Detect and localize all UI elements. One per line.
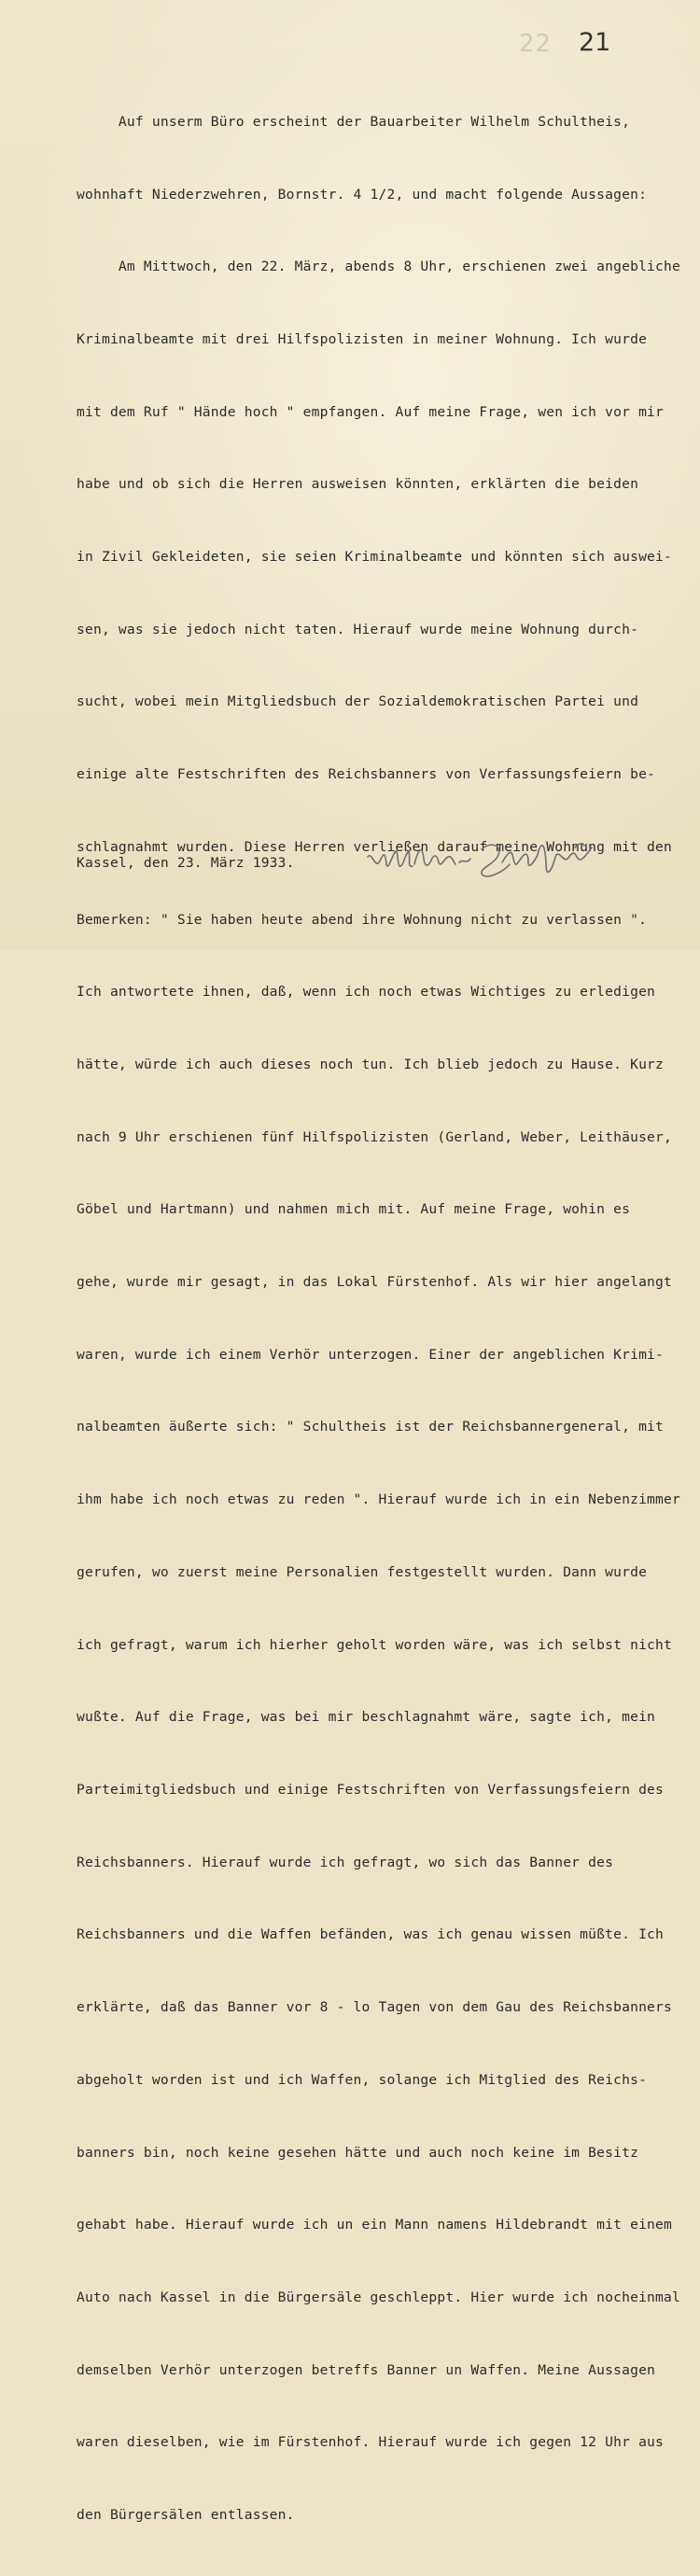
text-line: erklärte, daß das Banner vor 8 - lo Tagen von dem Gau des Reichsbanners bbox=[77, 1999, 673, 2016]
text-line: hätte, würde ich auch dieses noch tun. Ich blieb jedoch zu Hause. Kurz bbox=[77, 1056, 665, 1072]
text-line: wohnhaft Niederzwehren, Bornstr. 4 1/2, und macht folgende Aussagen: bbox=[77, 186, 648, 203]
text-line: ich gefragt, warum ich hierher geholt worden wäre, was ich selbst nicht bbox=[77, 1636, 673, 1653]
handwritten-signature bbox=[362, 831, 605, 887]
text-line: waren, wurde ich einem Verhör unterzogen. Einer der angeblichen Krimi- bbox=[77, 1346, 665, 1363]
text-line: gerufen, wo zuerst meine Personalien festgestellt wurden. Dann wurde bbox=[77, 1563, 648, 1580]
text-line: demselben Verhör unterzogen betreffs Banner un Waffen. Meine Aussagen bbox=[77, 2361, 656, 2378]
text-line: nach 9 Uhr erschienen fünf Hilfspolizisten (Gerland, Weber, Leithäuser, bbox=[77, 1128, 673, 1145]
text-line: Ich antwortete ihnen, daß, wenn ich noch etwas Wichtiges zu erledigen bbox=[77, 984, 656, 1001]
text-line: Bemerken: " Sie haben heute abend ihre Wohnung nicht zu verlassen ". bbox=[77, 911, 648, 928]
text-line: den Bürgersälen entlassen. bbox=[77, 2507, 295, 2524]
text-line: habe und ob sich die Herren ausweisen könnten, erklärten die beiden bbox=[77, 476, 639, 493]
text-line: Reichsbanners. Hierauf wurde ich gefragt, wo sich das Banner des bbox=[77, 1854, 614, 1870]
text-line: sen, was sie jedoch nicht taten. Hierauf wurde meine Wohnung durch- bbox=[77, 621, 639, 637]
text-line: wußte. Auf die Frage, was bei mir beschlagnahmt wäre, sagte ich, mein bbox=[77, 1709, 656, 1726]
text-line: Kriminalbeamte mit drei Hilfspolizisten in meiner Wohnung. Ich wurde bbox=[77, 330, 648, 347]
text-line: gehe, wurde mir gesagt, in das Lokal Fürstenhof. Als wir hier angelangt bbox=[77, 1274, 673, 1291]
faint-stamp-number: 22 bbox=[519, 30, 553, 58]
text-line: gehabt habe. Hierauf wurde ich un ein Mann namens Hildebrandt mit einem bbox=[77, 2217, 673, 2233]
text-line: in Zivil Gekleideten, sie seien Kriminalbeamte und könnten sich auswei- bbox=[77, 549, 673, 566]
text-line: Auto nach Kassel in die Bürgersäle geschleppt. Hier wurde ich nocheinmal bbox=[77, 2289, 681, 2305]
text-line: abgeholt worden ist und ich Waffen, solange ich Mitglied des Reichs- bbox=[77, 2071, 648, 2088]
text-line: mit dem Ruf " Hände hoch " empfangen. Auf meine Frage, wen ich vor mir bbox=[77, 403, 665, 420]
statement-text bbox=[77, 62, 693, 2576]
text-line: nalbeamten äußerte sich: " Schultheis ist der Reichsbannergeneral, mit bbox=[77, 1419, 665, 1435]
text-line: Auf unserm Büro erscheint der Bauarbeiter Wilhelm Schultheis, bbox=[77, 113, 631, 130]
text-line: Am Mittwoch, den 22. März, abends 8 Uhr, erschienen zwei angebliche bbox=[77, 259, 681, 275]
text-line: schlagnahmt wurden. Diese Herren verließen darauf meine Wohnung mit den bbox=[77, 838, 673, 855]
place-and-date: Kassel, den 23. März 1933. bbox=[77, 855, 295, 871]
text-line: Parteimitgliedsbuch und einige Festschriften von Verfassungsfeiern des bbox=[77, 1781, 665, 1798]
text-line: ihm habe ich noch etwas zu reden ". Hierauf wurde ich in ein Nebenzimmer bbox=[77, 1491, 681, 1508]
text-line: einige alte Festschriften des Reichsbanners von Verfassungsfeiern be- bbox=[77, 766, 656, 783]
text-line: banners bin, noch keine gesehen hätte und auch noch keine im Besitz bbox=[77, 2144, 639, 2161]
text-line: Reichsbanners und die Waffen befänden, was ich genau wissen müßte. Ich bbox=[77, 1926, 665, 1943]
page-number: 21 bbox=[579, 28, 611, 57]
text-line: sucht, wobei mein Mitgliedsbuch der Sozialdemokratischen Partei und bbox=[77, 693, 639, 710]
text-line: waren dieselben, wie im Fürstenhof. Hierauf wurde ich gegen 12 Uhr aus bbox=[77, 2434, 665, 2451]
text-line: Göbel und Hartmann) und nahmen mich mit. Auf meine Frage, wohin es bbox=[77, 1201, 631, 1218]
